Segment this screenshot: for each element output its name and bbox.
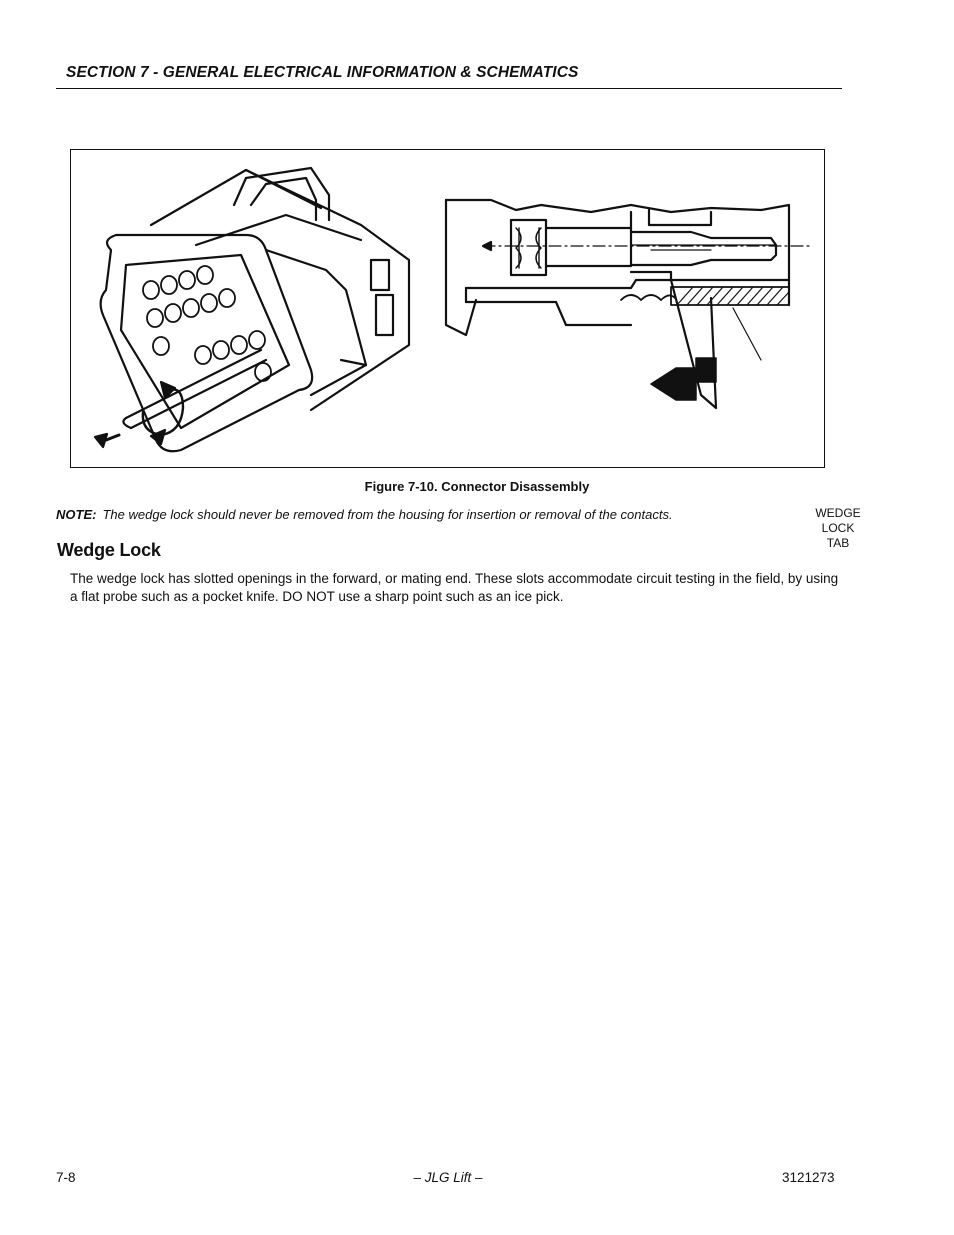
note-text: The wedge lock should never be removed from the housing for insertion or removal of the contacts.	[102, 507, 673, 522]
note	[56, 507, 673, 522]
connector-cross-section-drawing	[446, 200, 811, 408]
section-heading: Wedge Lock	[57, 540, 161, 560]
page-number: 7-8	[56, 1170, 76, 1185]
wedge-lock-tab-callout	[806, 506, 870, 551]
header-divider	[56, 88, 842, 89]
footer-publisher: – JLG Lift –	[413, 1170, 483, 1185]
callout-line-2: LOCK	[821, 521, 855, 535]
connector-disassembly-illustration	[71, 150, 826, 469]
connector-housing-drawing	[95, 168, 409, 451]
section-body-text: The wedge lock has slotted openings in the forward, or mating end. These slots accommodate circuit testing in the field, by using a flat probe such as a pocket knife. DO NOT use a sharp point such as an ice pick.	[70, 571, 839, 604]
document-number: 3121273	[782, 1170, 835, 1185]
note-label: NOTE:	[56, 507, 97, 522]
callout-line-1: WEDGE	[815, 506, 861, 520]
figure-caption: Figure 7-10. Connector Disassembly	[364, 479, 590, 494]
callout-line-3: TAB	[826, 536, 850, 550]
section-header-title: SECTION 7 - GENERAL ELECTRICAL INFORMATION & SCHEMATICS	[66, 64, 579, 81]
